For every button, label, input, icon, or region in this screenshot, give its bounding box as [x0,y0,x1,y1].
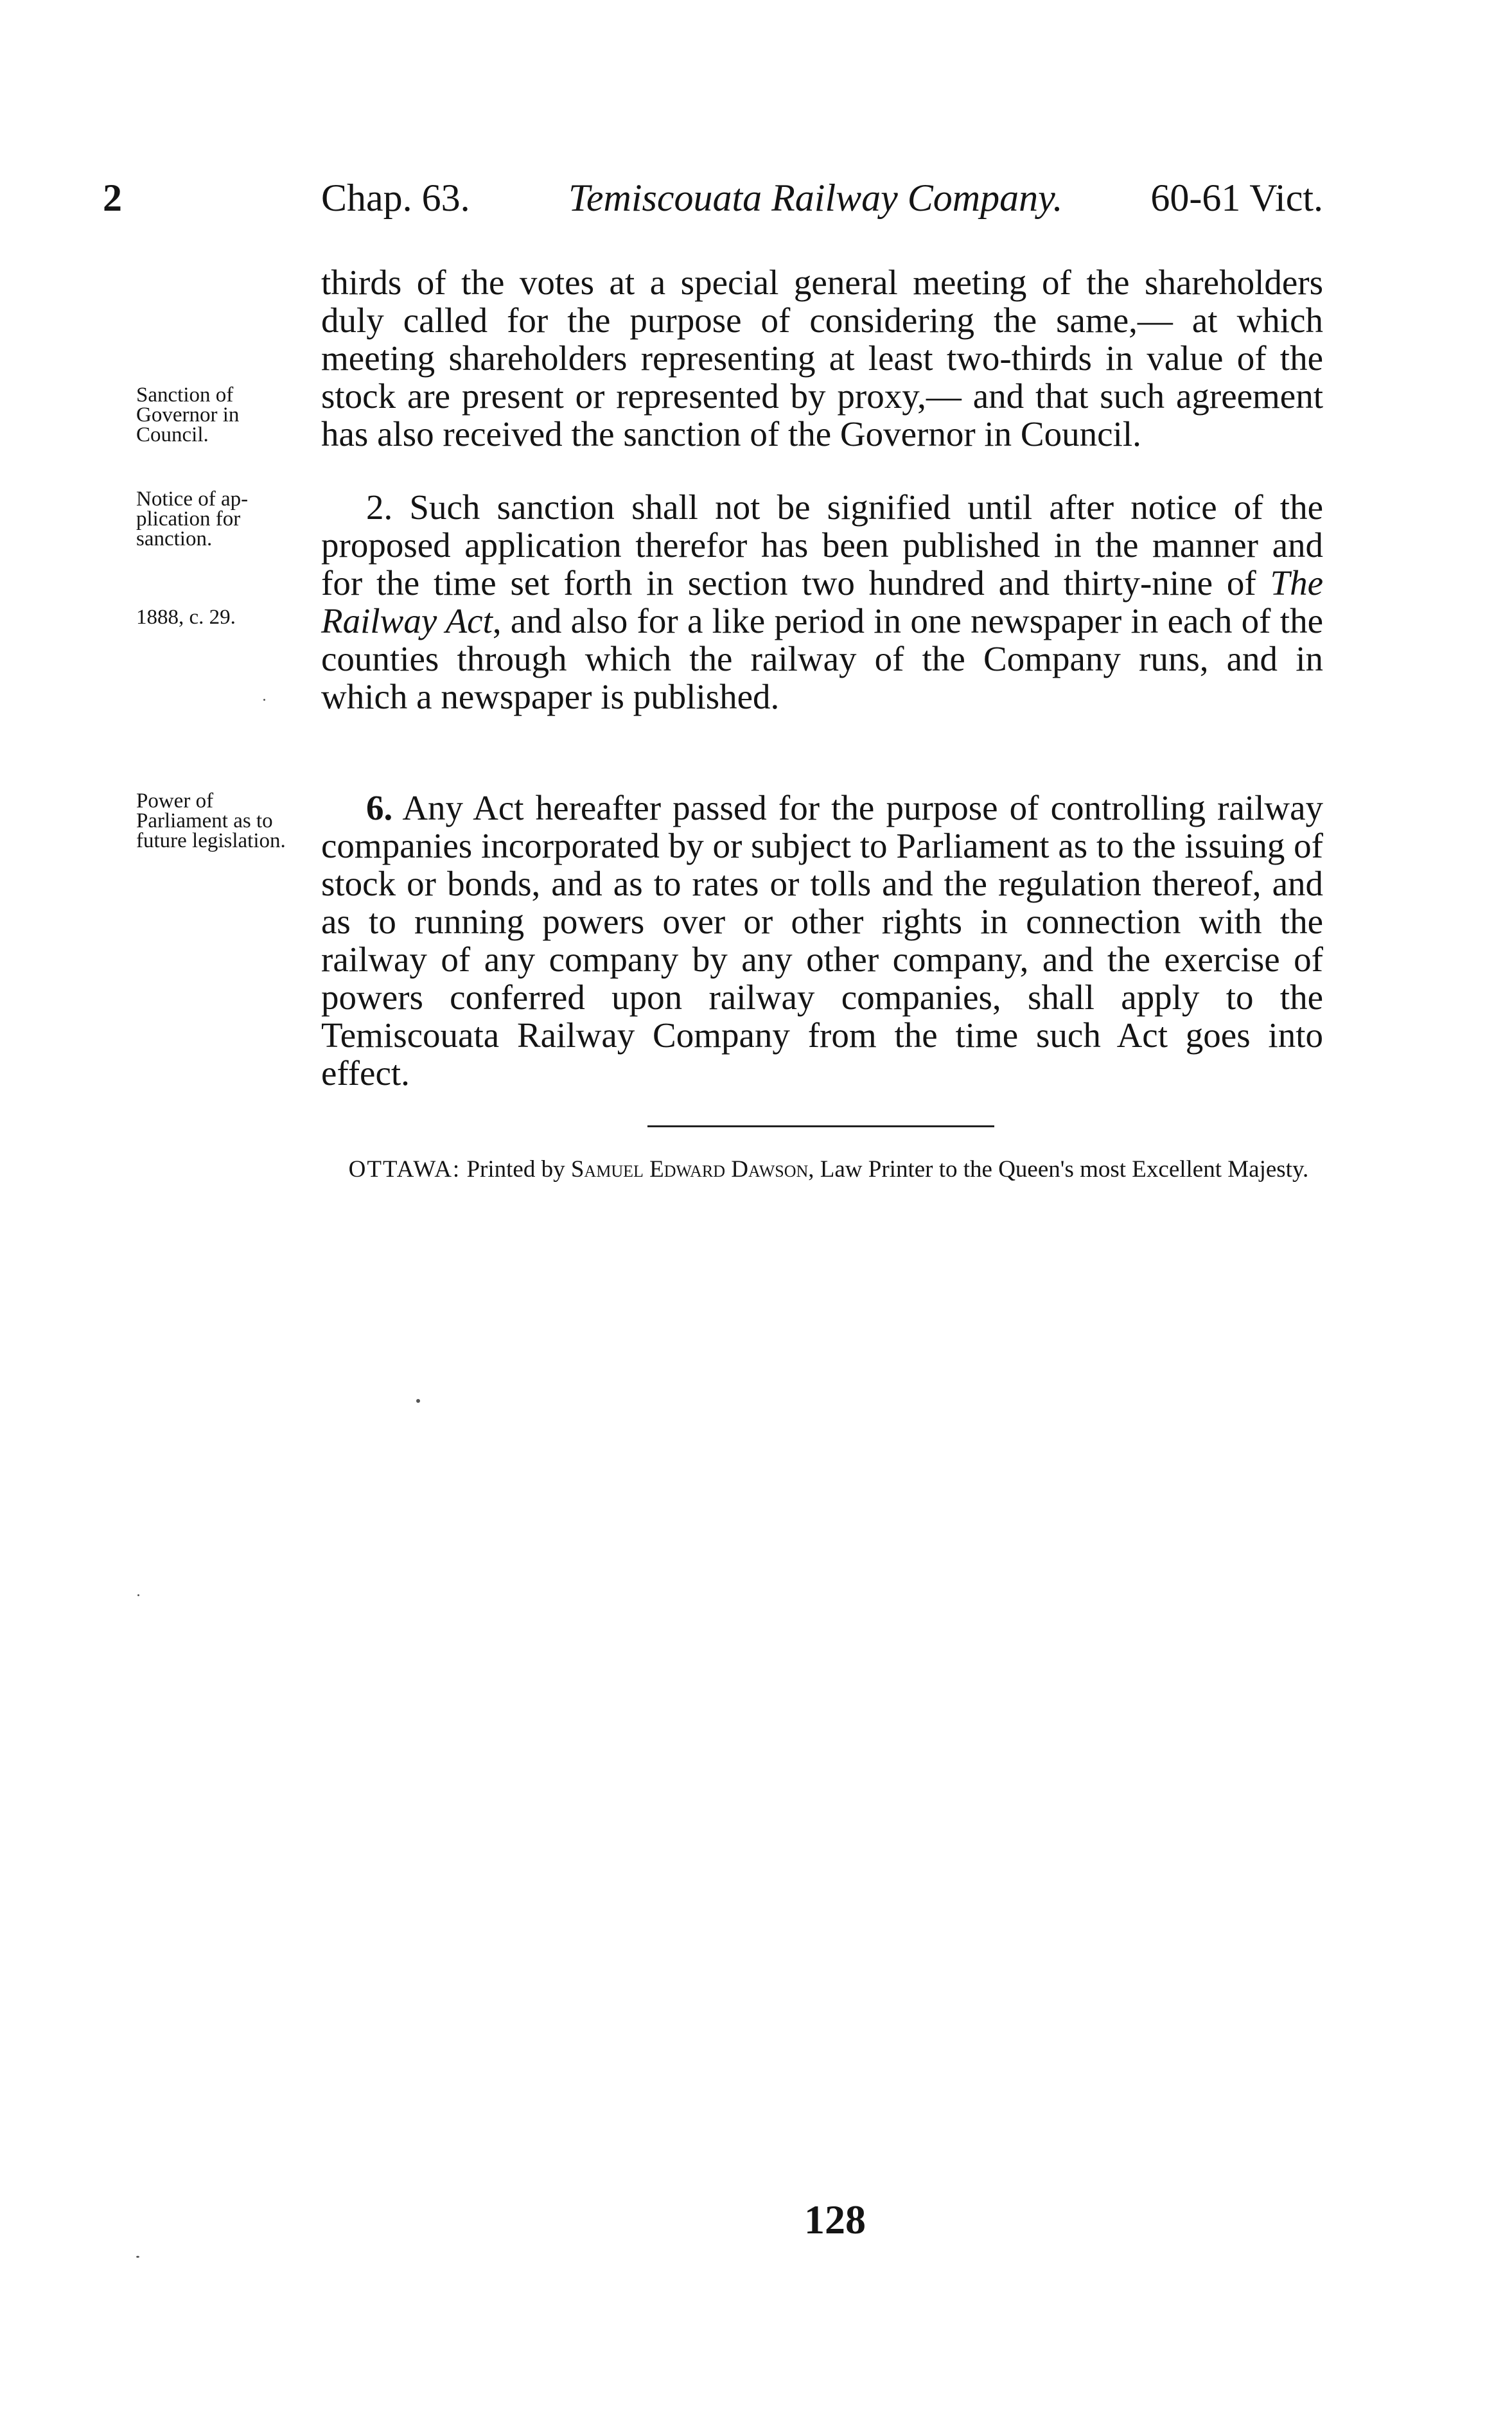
margin-note-power: Power of Parliament as to future legislation. [136,789,286,852]
imprint-printed-by: Printed by [466,1156,565,1183]
section-6-text: Any Act hereafter passed for the purpose of controlling railway companies incorporated by or subject to Parliament as to the issuing of stock or bonds, and as to rates or tolls and the regulation thereof, and as to running powers over or other rights in connection with the railway of any company by any other company, and the exercise of powers conferred upon railway companies, shall apply to the Temiscouata Railway Company from the time such Act goes into effect. [321,788,1323,1093]
folio-number: 128 [804,2197,866,2242]
subsection-2-text-end: , and also for a like period in one newspaper in each of the counties through which the railway of the Company runs, and in which a newspaper is published. [321,601,1323,716]
imprint-printer: Samuel Edward Dawson, [570,1156,814,1183]
paragraph-continuation: thirds of the votes at a special general meeting of the shareholders duly called for the purpose of considering the same,— at which meeting shareholders representing at least two-thirds in value of the stock are present or represented by proxy,— and that such agreement has also received the sanction of the Governor in Council. [321,263,1323,453]
paragraph-section-6 [321,789,1323,1092]
margin-note-notice: Notice of ap-plication for sanction. [136,488,249,550]
imprint-place: OTTAWA: [348,1156,461,1183]
divider-rule [647,1125,994,1127]
ink-speck [136,2256,139,2258]
running-title: Temiscouata Railway Company. [568,177,1063,219]
page-number: 2 [103,177,122,219]
ink-speck [416,1399,420,1403]
ink-speck [137,1594,139,1596]
paragraph-subsection-2 [321,488,1323,716]
regnal-year: 60-61 Vict. [1150,177,1323,219]
ink-speck [263,699,265,701]
imprint-rest: Law Printer to the Queen's most Excellent Majesty. [820,1156,1309,1183]
subsection-2-text-start: 2. Such sanction shall not be signified until after notice of the proposed application therefor has been published in the manner and for the time set forth in section two hundred and thirty-nine of [321,488,1323,602]
section-number: 6. [366,788,393,827]
act-title: The Railway Act [321,563,1323,640]
imprint [347,1156,1310,1183]
running-header [103,172,1323,224]
margin-note-citation: 1888, c. 29. [136,606,236,629]
margin-note-sanction: Sanction of Governor in Council. [136,383,240,446]
chapter-number: Chap. 63. [321,177,470,219]
